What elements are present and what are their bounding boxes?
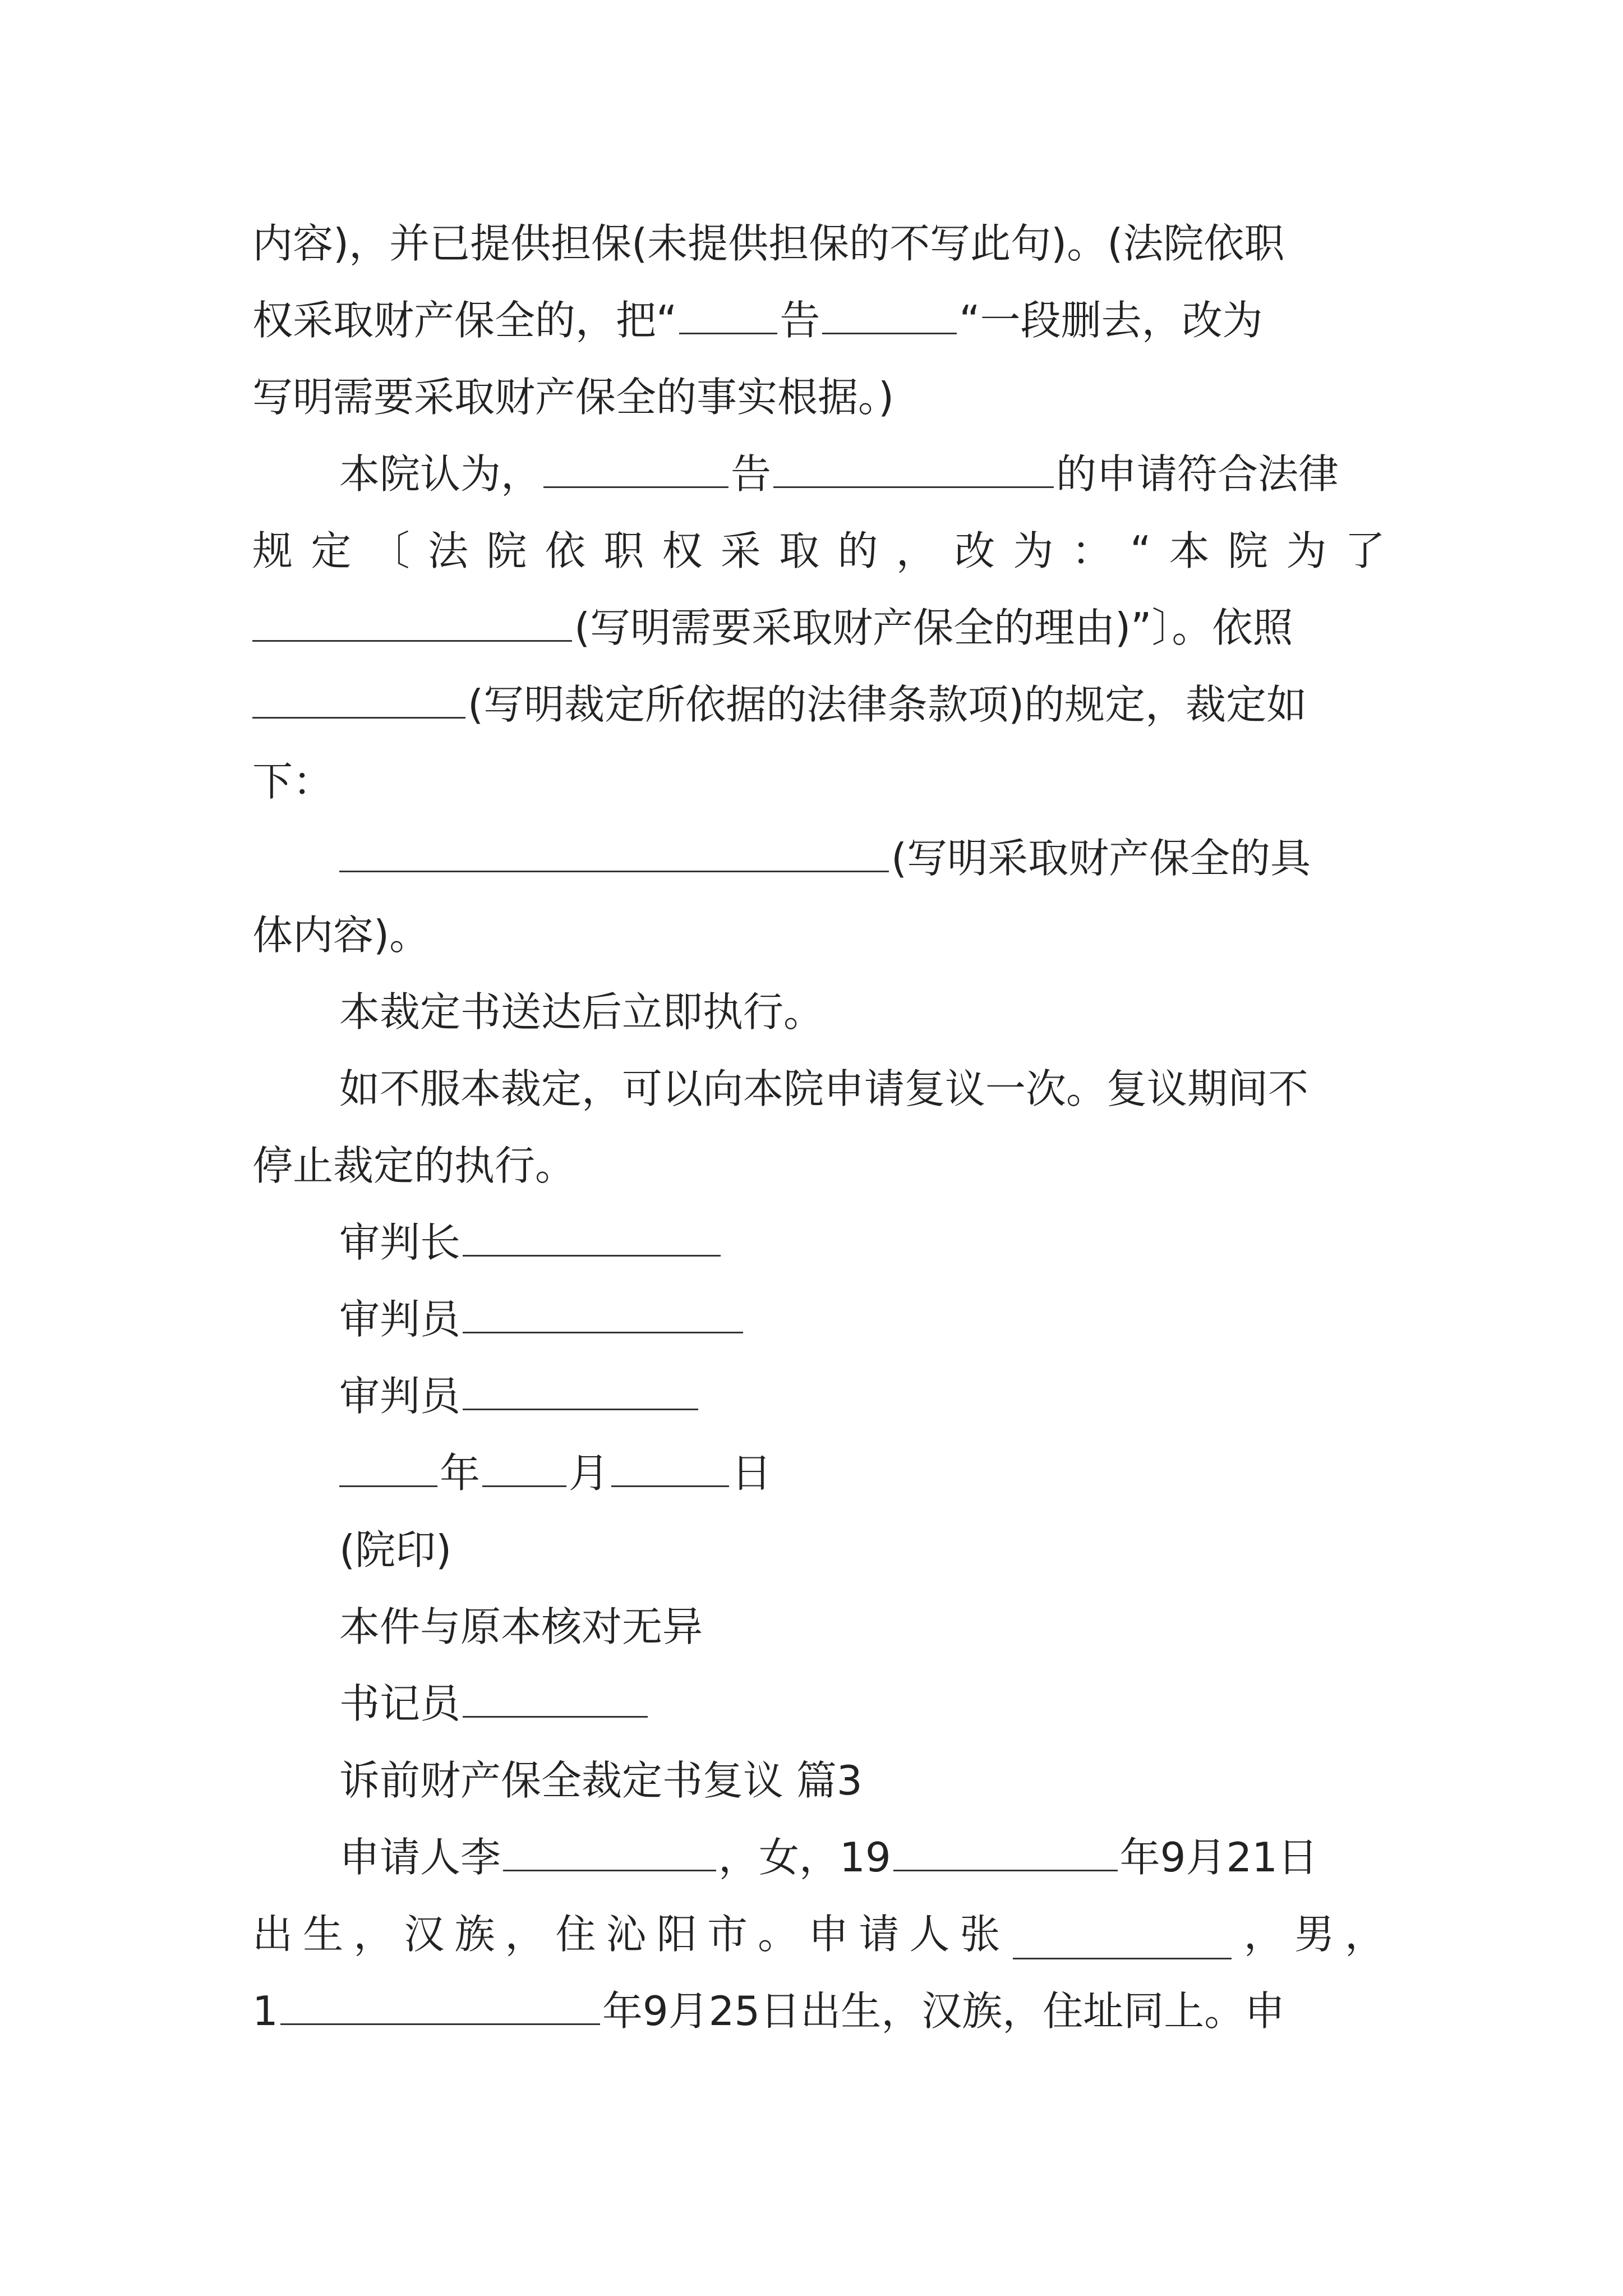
text-char: 了 <box>1344 527 1385 574</box>
text-char: 为 <box>1286 527 1327 574</box>
chief-judge-label: 审判长 <box>339 1219 461 1266</box>
text-line-7 <box>252 666 1385 743</box>
text-line-4 <box>339 436 1385 513</box>
text-char: 人 <box>909 1911 950 1958</box>
text-segment: (写明裁定所依据的法律条款项)的规定，裁定如 <box>468 681 1307 728</box>
text-char: 法 <box>428 527 469 574</box>
text-char: 院 <box>486 527 527 574</box>
fill-blank <box>893 1821 1118 1871</box>
text-line-11 <box>339 974 1385 1051</box>
fill-blank <box>463 1207 721 1257</box>
fill-blank <box>822 284 957 334</box>
text-char: ， <box>896 527 937 574</box>
text-char: 权 <box>662 527 703 574</box>
text-char: ， <box>505 1911 546 1958</box>
fill-blank <box>339 1437 437 1487</box>
text-char: 申 <box>808 1911 849 1958</box>
chief-judge-line <box>339 1204 1385 1281</box>
text-segment: (写明需要采取财产保全的理由)”〕。依照 <box>574 604 1293 651</box>
fill-blank <box>773 438 1054 488</box>
fill-blank <box>482 1437 566 1487</box>
clerk-line <box>339 1665 1385 1742</box>
text-segment: 如不服本裁定，可以向本院申请复议一次。复议期间不 <box>339 1065 1309 1112</box>
verify-statement: 本件与原本核对无异 <box>339 1603 703 1650</box>
text-segment: 1 <box>252 1987 278 2035</box>
text-line-8 <box>252 743 1385 820</box>
text-char: 生 <box>303 1911 344 1958</box>
text-segment: 年9月25日出生，汉族，住址同上。申 <box>602 1987 1285 2035</box>
clerk-label: 书记员 <box>339 1680 461 1727</box>
text-line-3 <box>252 359 1385 436</box>
fill-blank <box>252 592 572 642</box>
text-char: 〔 <box>369 527 410 574</box>
fill-blank <box>463 1360 698 1410</box>
text-segment: 本院认为， <box>339 450 542 498</box>
text-char: ， <box>1243 1911 1284 1958</box>
date-line <box>339 1435 1385 1512</box>
court-seal-label: (院印) <box>339 1526 452 1573</box>
text-char: 依 <box>545 527 585 574</box>
text-char: ， <box>353 1911 394 1958</box>
text-char: 住 <box>555 1911 596 1958</box>
text-segment: 的申请符合法律 <box>1056 450 1339 498</box>
text-segment: 本裁定书送达后立即执行。 <box>339 988 824 1036</box>
text-char: 定 <box>311 527 352 574</box>
month-label: 月 <box>569 1450 610 1497</box>
seal-line <box>339 1512 1385 1589</box>
fill-blank <box>339 822 889 872</box>
text-segment: “一段删去，改为 <box>959 297 1263 344</box>
text-segment: 下： <box>252 758 334 805</box>
fill-blank <box>679 284 777 334</box>
fill-blank <box>611 1437 729 1487</box>
section-heading <box>339 1742 1385 1819</box>
text-char: ： <box>1071 527 1112 574</box>
fill-blank <box>543 438 728 488</box>
section-title: 诉前财产保全裁定书复议 篇3 <box>339 1757 863 1804</box>
text-line-6 <box>252 590 1385 666</box>
text-char: 规 <box>252 527 293 574</box>
text-line-10 <box>252 897 1385 974</box>
text-char: 沁 <box>606 1911 647 1958</box>
text-segment: 内容)，并已提供担保(未提供担保的不写此句)。(法院依职 <box>252 220 1285 267</box>
text-line-25-justified <box>252 1896 1385 1973</box>
text-char: 出 <box>252 1911 293 1958</box>
text-line-12 <box>339 1051 1385 1128</box>
text-char: 本 <box>1169 527 1210 574</box>
text-char: 采 <box>720 527 761 574</box>
judge-label: 审判员 <box>339 1296 461 1343</box>
text-segment: 申请人李 <box>339 1834 501 1881</box>
fill-blank <box>252 669 465 719</box>
text-char: 男 <box>1294 1911 1335 1958</box>
fill-blank <box>280 1975 600 2025</box>
judge-label: 审判员 <box>339 1373 461 1420</box>
text-segment: 告 <box>780 297 820 344</box>
text-char: 改 <box>955 527 995 574</box>
fill-blank <box>463 1668 648 1718</box>
text-char: 张 <box>960 1911 1000 1958</box>
text-line-13 <box>252 1128 1385 1204</box>
text-char: 院 <box>1228 527 1269 574</box>
text-segment: 权采取财产保全的，把“ <box>252 297 677 344</box>
text-char: 族 <box>454 1911 495 1958</box>
fill-blank <box>1013 1910 1232 1959</box>
verify-line <box>339 1589 1385 1665</box>
text-char: 职 <box>603 527 644 574</box>
judge-line-2 <box>339 1358 1385 1435</box>
text-line-1 <box>252 205 1385 282</box>
text-segment: 体内容)。 <box>252 912 430 959</box>
text-segment: 写明需要采取财产保全的事实根据。) <box>252 374 895 421</box>
text-char: 请 <box>859 1911 900 1958</box>
text-char: “ <box>1130 527 1151 574</box>
text-char: 取 <box>779 527 820 574</box>
text-line-5-justified <box>252 513 1385 590</box>
text-char: 的 <box>837 527 878 574</box>
year-label: 年 <box>440 1450 481 1497</box>
text-line-2 <box>252 282 1385 359</box>
text-segment: ，女，19 <box>718 1834 891 1881</box>
text-char: 。 <box>758 1911 799 1958</box>
fill-blank <box>463 1283 743 1333</box>
judge-line-1 <box>339 1281 1385 1358</box>
text-segment: 年9月21日 <box>1119 1834 1318 1881</box>
fill-blank <box>503 1821 716 1871</box>
day-label: 日 <box>731 1450 772 1497</box>
text-char: ， <box>1344 1911 1385 1958</box>
text-line-9 <box>339 820 1385 897</box>
text-char: 阳 <box>656 1911 697 1958</box>
text-segment: (写明采取财产保全的具 <box>891 835 1311 882</box>
text-char: 市 <box>707 1911 748 1958</box>
text-line-24 <box>339 1819 1385 1896</box>
text-char: 为 <box>1013 527 1054 574</box>
text-segment: 告 <box>731 450 772 498</box>
text-line-26 <box>252 1973 1385 2050</box>
text-segment: 停止裁定的执行。 <box>252 1142 576 1189</box>
text-char: 汉 <box>404 1911 445 1958</box>
